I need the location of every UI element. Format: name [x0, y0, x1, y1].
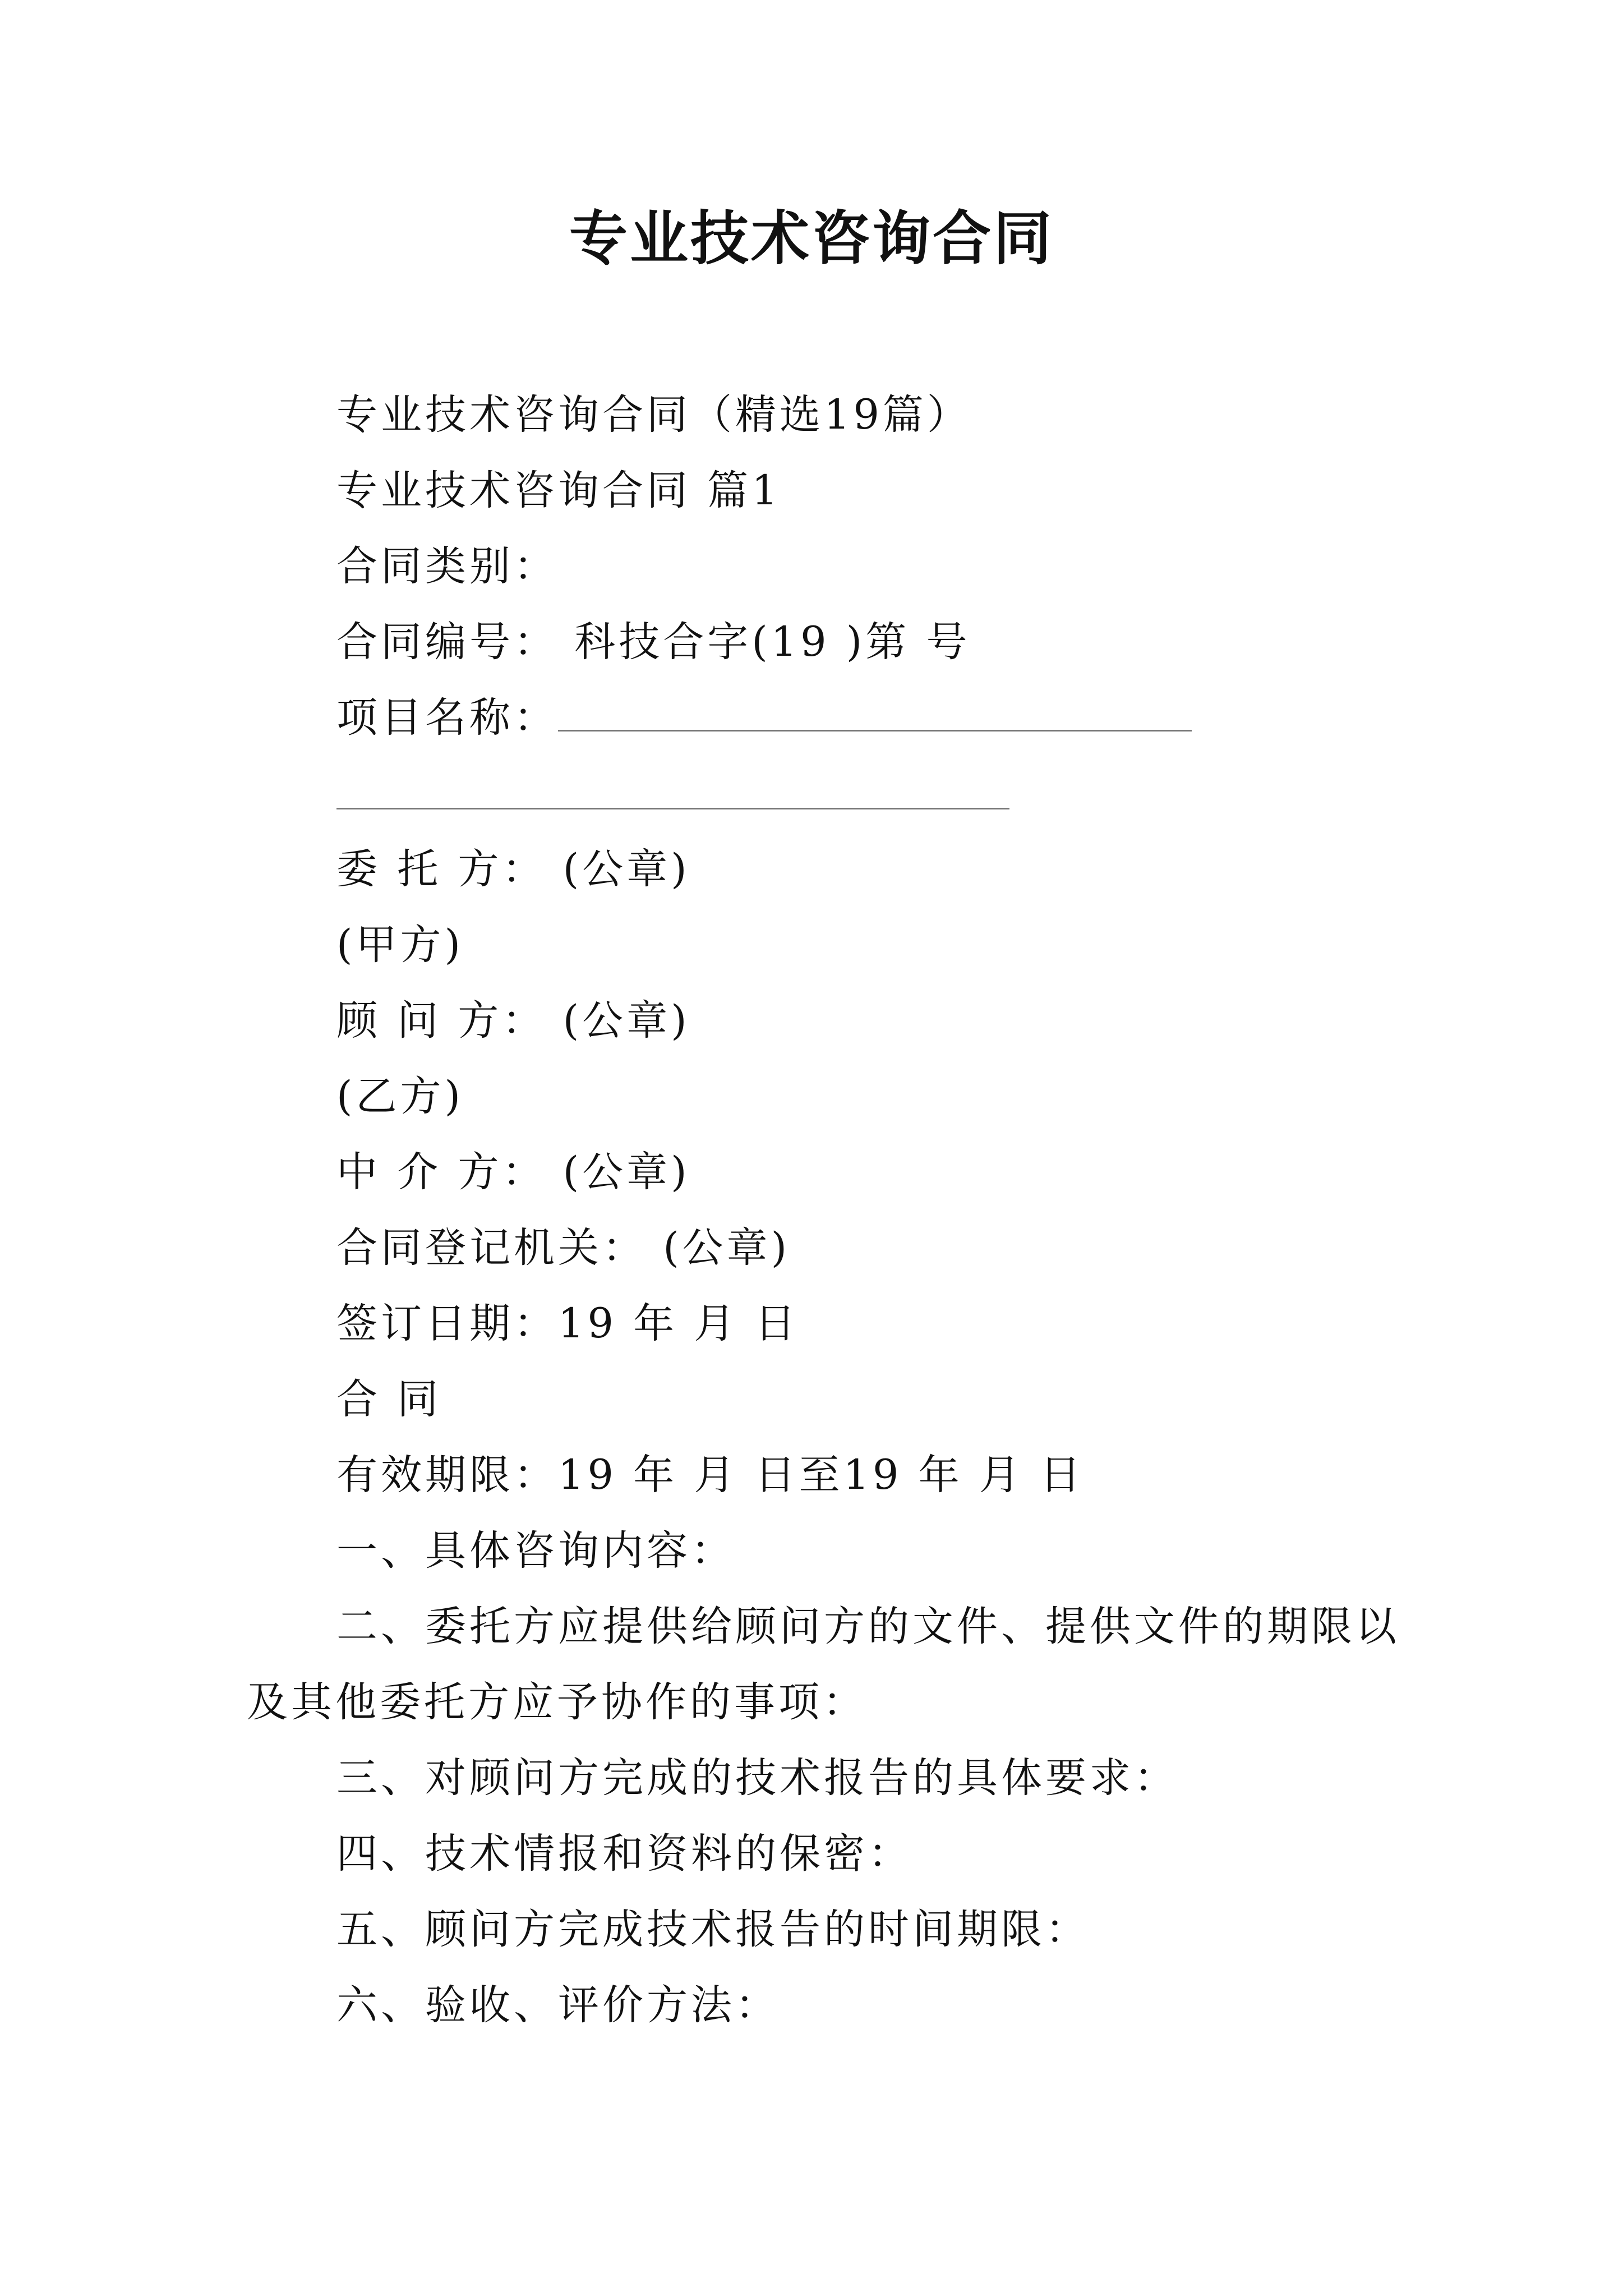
item-1: 一、具体咨询内容：	[336, 1527, 735, 1575]
validity-period-line: 有效期限：19 年 月 日至19 年 月 日	[336, 1451, 1085, 1499]
item-6: 六、验收、评价方法：	[336, 1981, 780, 2029]
consultant-line: 顾 问 方： (公章)	[336, 997, 690, 1045]
intermediary-line: 中 介 方： (公章)	[336, 1148, 690, 1196]
item-4: 四、技术情报和资料的保密：	[336, 1830, 912, 1878]
part-heading: 专业技术咨询合同 篇1	[336, 467, 781, 514]
contract-category-line: 合同类别：	[336, 542, 558, 590]
project-name-label: 项目名称：	[336, 694, 558, 742]
item-5: 五、顾问方完成技术报告的时间期限：	[336, 1906, 1090, 1953]
contract-word-line: 合 同	[336, 1375, 442, 1423]
project-name-line	[336, 690, 1192, 746]
registration-authority-line: 合同登记机关： (公章)	[336, 1224, 791, 1272]
project-name-blank-continued	[336, 808, 1009, 809]
party-a-line: (甲方)	[336, 921, 464, 969]
signing-date-line: 签订日期：19 年 月 日	[336, 1300, 799, 1347]
project-name-blank	[558, 696, 1192, 731]
client-line: 委 托 方： (公章)	[336, 845, 690, 893]
item-2-second-line: 及其他委托方应予协作的事项：	[247, 1678, 867, 1726]
contract-number-line: 合同编号： 科技合字(19 )第 号	[336, 618, 971, 666]
item-2-first-line: 二、委托方应提供给顾问方的文件、提供文件的期限以	[336, 1603, 1400, 1650]
document-subtitle: 专业技术咨询合同（精选19篇）	[336, 391, 971, 439]
item-3: 三、对顾问方完成的技术报告的具体要求：	[336, 1754, 1178, 1802]
party-b-line: (乙方)	[336, 1073, 464, 1120]
document-title: 专业技术咨询合同	[569, 204, 1054, 273]
